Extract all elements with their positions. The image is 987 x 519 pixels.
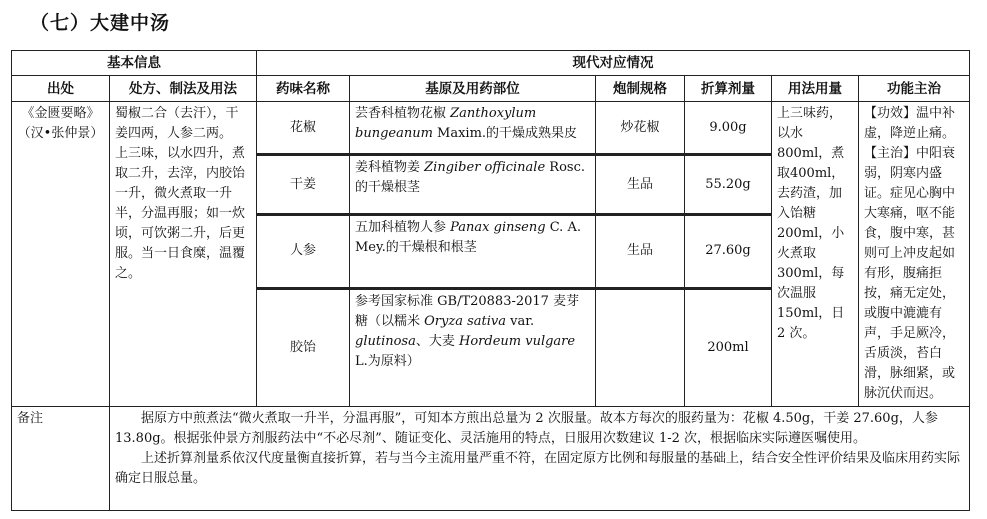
herb-processing: 生品: [596, 155, 685, 215]
remarks-paragraph: 据原方中煎煮法“微火煮取一升半，分温再服”，可知本方煎出总量为 2 次服量。故本方每次的服药量为：花椒 4.50g，干姜 27.60g，人参 13.80g。根据张仲景方剂服药法中“不必尽剂”、随证变化、灵活施用的特点，日服用次数建议 1-2 次，根据临床实际遵医嘱使用。: [115, 411, 938, 446]
herb-dosage: 55.20g: [685, 155, 772, 215]
header-herb-name: 药味名称: [257, 76, 350, 102]
source-cell: [12, 102, 110, 407]
herb-processing: [596, 288, 685, 406]
header-origin: 基原及用药部位: [350, 76, 596, 102]
efficacy-text: 温中补虚，降逆止痛。: [864, 106, 956, 141]
page-title: （七）大建中汤: [30, 12, 171, 34]
header-processing: 炮制规格: [596, 76, 685, 102]
herb-origin: 参考国家标准 GB/T20883-2017 麦芽糖（以糯米 Oryza sativa var. glutinosa、大麦 Hordeum vulgare L.为原料）: [350, 288, 596, 406]
indication-text: 中阳衰弱，阴寒内盛证。症见心胸中大寒痛，呕不能食，腹中寒，甚则可上冲皮起如有形，腹痛拒按，痛无定处，或腹中漉漉有声，手足厥冷，舌质淡，苔白滑，脉细紧，或脉沉伏而迟。: [864, 146, 956, 401]
header-function: 功能主治: [859, 76, 970, 102]
herb-name: 人参: [257, 215, 350, 288]
function-cell: [859, 102, 970, 407]
herb-dosage: 200ml: [685, 288, 772, 406]
header-prescription: 处方、制法及用法: [110, 76, 257, 102]
herb-name: 花椒: [257, 102, 350, 155]
herb-dosage: 27.60g: [685, 215, 772, 288]
remarks-cell: [110, 407, 970, 511]
remarks-paragraph: 上述折算剂量系依汉代度量衡直接折算，若与当今主流用量严重不符，在固定原方比例和每服量的基础上，结合安全性评价结果及临床用药实际确定日服总量。: [115, 451, 961, 486]
usage-cell: 上三味药，以水800ml，煮取400ml，去药渣，加入饴糖 200ml，小火煮取300ml，每次温服150ml，日 2 次。: [772, 102, 859, 407]
prescription-cell: [110, 102, 257, 407]
herb-processing: 生品: [596, 215, 685, 288]
header-basic-info: 基本信息: [12, 51, 257, 76]
herb-dosage: 9.00g: [685, 102, 772, 155]
indication-tag: 【主治】: [864, 146, 917, 161]
remarks-label: 备注: [12, 407, 110, 511]
prescription-method: 上三味，以水四升，煮取二升，去滓，内胶饴一升，微火煮取一升半，分温再服；如一炊顷，可饮粥二升，后更服。当一日食糜，温覆之。: [115, 146, 246, 281]
herb-origin: 姜科植物姜 Zingiber officinale Rosc.的干燥根茎: [350, 155, 596, 215]
herb-origin: 芸香科植物花椒 Zanthoxylum bungeanum Maxim.的干燥成熟果皮: [350, 102, 596, 155]
source-author: （汉•张仲景）: [17, 126, 104, 141]
prescription-ingredients: 蜀椒二合（去汗），干姜四两，人参二两。: [115, 106, 239, 141]
header-usage: 用法用量: [772, 76, 859, 102]
source-book: 《金匮要略》: [21, 106, 100, 121]
prescription-table: [11, 50, 970, 511]
efficacy-tag: 【功效】: [864, 106, 917, 121]
header-modern: 现代对应情况: [257, 51, 970, 76]
herb-processing: 炒花椒: [596, 102, 685, 155]
header-dosage: 折算剂量: [685, 76, 772, 102]
herb-origin: 五加科植物人参 Panax ginseng C. A. Mey.的干燥根和根茎: [350, 215, 596, 288]
herb-name: 干姜: [257, 155, 350, 215]
herb-name: 胶饴: [257, 288, 350, 406]
header-source: 出处: [12, 76, 110, 102]
